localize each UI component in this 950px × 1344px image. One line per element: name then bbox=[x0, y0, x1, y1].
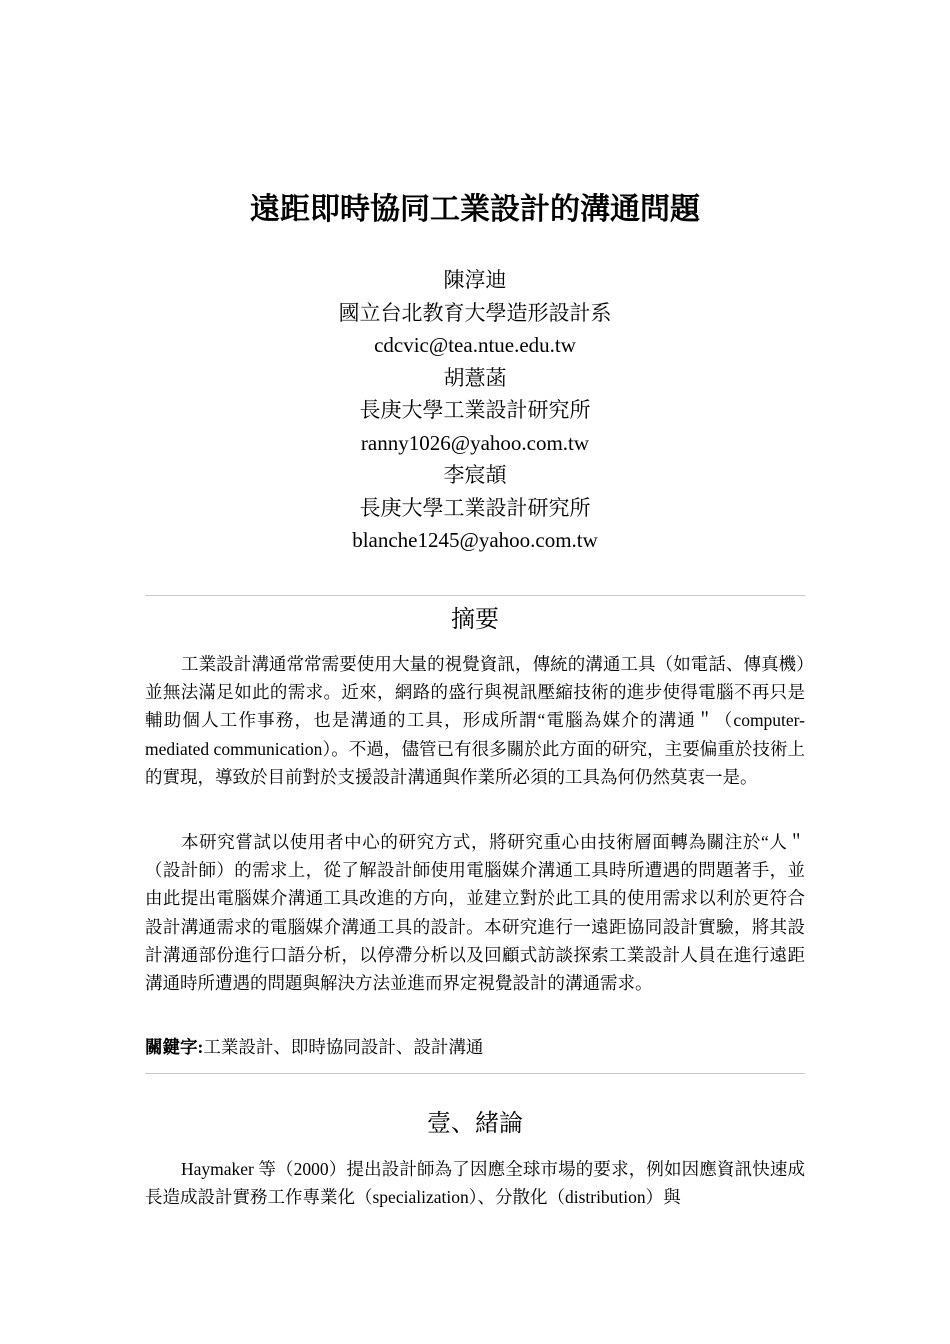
introduction-heading: 壹、緒論 bbox=[427, 1111, 523, 1137]
author-block bbox=[145, 264, 805, 557]
abstract-bottom-divider bbox=[145, 1073, 805, 1074]
author-affiliation: 長庚大學工業設計研究所 bbox=[359, 495, 591, 520]
author-name: 陳淳迪 bbox=[443, 268, 507, 292]
author-name: 胡薏菡 bbox=[443, 365, 507, 390]
abstract-paragraph: 工業設計溝通常常需要使用大量的視覺資訊，傳統的溝通工具（如電話、傳真機）並無法滿足如此的需求。近來，網路的盛行與視訊壓縮技術的進步使得電腦不再只是輔助個人工作事務，也是溝通的工具，形成所謂“電腦為媒介的溝通＂（computer-mediated communication）。不過，儘管已有很多關於此方面的研究，主要偏重於技術上的實現，導致於目前對於支援設計溝通與作業所必須的工具為何仍然莫衷一是。 bbox=[145, 654, 805, 787]
author-affiliation: 國立台北教育大學造形設計系 bbox=[338, 300, 612, 325]
author-email: ranny1026@yahoo.com.tw bbox=[360, 430, 590, 455]
author-email: blanche1245@yahoo.com.tw bbox=[352, 528, 598, 552]
abstract-paragraph: 本研究嘗試以使用者中心的研究方式，將研究重心由技術層面轉為關注於“人＂（設計師）的需求上，從了解設計師使用電腦媒介溝通工具時所遭遇的問題著手，並由此提出電腦媒介溝通工具改進的方向，並建立對於此工具的使用需求以利於更符合設計溝通需求的電腦媒介溝通工具的設計。本研究進行一遠距協同設計實驗，將其設計溝通部份進行口語分析，以停滯分析以及回顧式訪談探索工業設計人員在進行遠距溝通時所遭遇的問題與解決方法並進而界定視覺設計的溝通需求。 bbox=[145, 832, 805, 994]
author-email: cdcvic@tea.ntue.edu.tw bbox=[374, 333, 576, 357]
introduction-paragraph: Haymaker 等（2000）提出設計師為了因應全球市場的要求，例如因應資訊快速成長造成設計實務工作專業化（specialization）、分散化（distribution）與 bbox=[145, 1159, 805, 1208]
keywords-label: 關鍵字: bbox=[145, 1037, 204, 1057]
abstract-heading: 摘要 bbox=[451, 607, 499, 633]
keywords-value: 工業設計、即時協同設計、設計溝通 bbox=[203, 1037, 484, 1057]
keywords-line bbox=[145, 1034, 805, 1060]
paper-title: 遠距即時協同工業設計的溝通問題 bbox=[250, 193, 700, 226]
author-name: 李宸頡 bbox=[443, 463, 507, 487]
abstract-top-divider bbox=[145, 595, 805, 596]
author-affiliation: 長庚大學工業設計研究所 bbox=[359, 398, 591, 422]
